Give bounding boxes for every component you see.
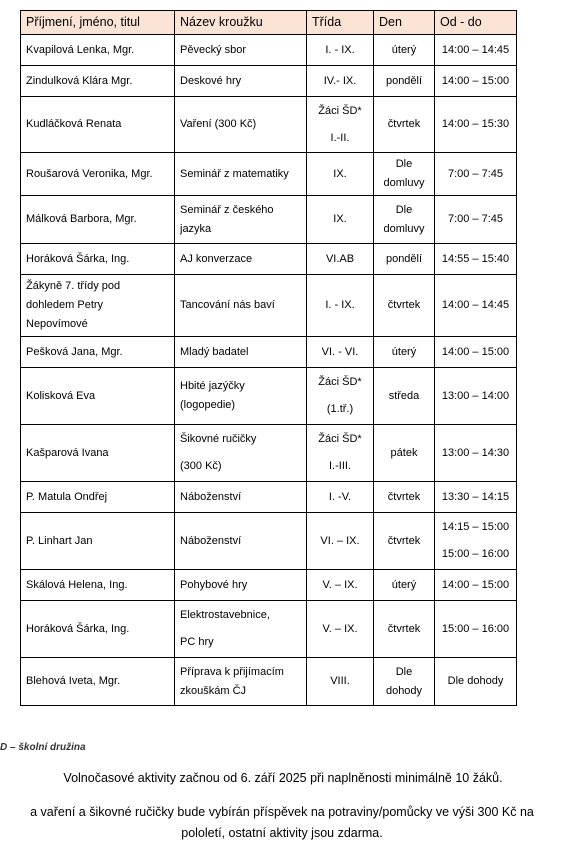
cell-class-line: VIII.: [330, 675, 350, 687]
cell-club-line: Seminář z českého: [180, 203, 274, 216]
cell-time: [435, 97, 517, 153]
table-row: [21, 658, 517, 706]
cell-name: [21, 425, 175, 482]
cell-club: [175, 658, 307, 706]
cell-day: [374, 601, 435, 658]
cell-time: [435, 196, 517, 244]
cell-club: [175, 570, 307, 601]
cell-name: [21, 196, 175, 244]
cell-club-line: Seminář z matematiky: [180, 167, 289, 180]
table-row: [21, 337, 517, 368]
fee-info-paragraph: [0, 802, 566, 844]
cell-day: [374, 425, 435, 482]
cell-name-line: dohledem Petry: [26, 299, 104, 311]
cell-day-line: domluvy: [383, 222, 425, 235]
cell-class-line: IV.- IX.: [323, 74, 357, 87]
cell-class: [307, 425, 374, 482]
cell-club: [175, 66, 307, 97]
cell-time-line: 14:15 – 15:00: [441, 521, 510, 533]
cell-class-line: (1.tř.): [326, 403, 354, 415]
header-club: Název kroužku: [175, 11, 307, 35]
cell-club: [175, 196, 307, 244]
cell-time-line: 13:00 – 14:00: [441, 389, 510, 402]
cell-day-line: úterý: [391, 345, 417, 358]
cell-day: [374, 337, 435, 368]
cell-class: [307, 153, 374, 196]
table-row: [21, 275, 517, 337]
cell-club-line: Vaření (300 Kč): [180, 118, 257, 130]
cell-name-line: Nepovímové: [26, 318, 88, 330]
cell-day-line: pátek: [390, 446, 418, 459]
cell-time: [435, 658, 517, 706]
cell-time: [435, 513, 517, 570]
cell-day: [374, 66, 435, 97]
table-row: [21, 513, 517, 570]
cell-club-line: Elektrostavebnice,: [180, 609, 270, 621]
cell-club-line: jazyka: [180, 222, 212, 235]
cell-time: [435, 337, 517, 368]
cell-club: [175, 425, 307, 482]
cell-name-line: Zindulková Klára Mgr.: [26, 74, 133, 87]
cell-club: [175, 601, 307, 658]
cell-name-line: Horáková Šárka, Ing.: [26, 252, 130, 265]
cell-club-line: AJ konverzace: [180, 252, 253, 265]
cell-day-line: dohody: [385, 684, 423, 697]
cell-name: [21, 275, 175, 337]
cell-club-line: Příprava k přijímacím: [180, 665, 284, 678]
table-row: [21, 601, 517, 658]
fee-info-line-2: pololetí, ostatní aktivity jsou zdarma.: [181, 826, 383, 840]
cell-day: [374, 570, 435, 601]
cell-name-line: Pešková Jana, Mgr.: [26, 345, 123, 358]
cell-class-line: IX.: [333, 167, 347, 180]
cell-time: [435, 275, 517, 337]
cell-club: [175, 482, 307, 513]
table-row: [21, 482, 517, 513]
cell-time-line: 14:55 – 15:40: [441, 252, 510, 265]
activities-table: [20, 10, 517, 706]
cell-club-line: Tancování nás baví: [180, 299, 275, 311]
cell-class: [307, 337, 374, 368]
cell-class-line: Žáci ŠD*: [318, 376, 362, 388]
cell-name: [21, 244, 175, 275]
cell-class-line: IX.: [333, 213, 347, 225]
cell-club-line: Šikovné ručičky: [180, 433, 257, 445]
cell-day: [374, 275, 435, 337]
cell-name-line: Kudláčková Renata: [26, 118, 122, 130]
cell-time: [435, 244, 517, 275]
cell-time: [435, 153, 517, 196]
cell-class-line: V. – IX.: [322, 578, 358, 591]
cell-name-line: Horáková Šárka, Ing.: [26, 622, 130, 635]
cell-class: [307, 570, 374, 601]
cell-club-line: Náboženství: [180, 534, 242, 547]
header-row: [21, 11, 517, 35]
cell-name: [21, 658, 175, 706]
cell-name-line: Kašparová Ivana: [26, 446, 109, 459]
cell-class-line: I.-III.: [329, 460, 351, 472]
cell-day-line: čtvrtek: [387, 534, 421, 547]
cell-name: [21, 482, 175, 513]
cell-time-line: 14:00 – 15:00: [441, 578, 510, 591]
cell-day-line: středa: [388, 389, 420, 402]
cell-class: [307, 368, 374, 425]
fee-info-line-1: a vaření a šikovné ručičky bude vybírán příspěvek na potraviny/pomůcky ve výši 300 Kč na: [30, 805, 534, 819]
cell-time-line: 7:00 – 7:45: [447, 167, 504, 180]
cell-class: [307, 66, 374, 97]
cell-class-line: I. - IX.: [325, 299, 355, 311]
cell-time-line: 15:00 – 16:00: [441, 622, 510, 635]
table-row: [21, 153, 517, 196]
cell-class: [307, 244, 374, 275]
cell-time-line: 13:00 – 14:30: [441, 446, 510, 459]
cell-day-line: domluvy: [383, 177, 425, 189]
cell-name: [21, 601, 175, 658]
table-row: [21, 35, 517, 66]
table-row: [21, 368, 517, 425]
cell-class-line: I.-II.: [330, 131, 350, 144]
cell-class: [307, 35, 374, 66]
header-day: Den: [374, 11, 435, 35]
cell-name: [21, 97, 175, 153]
cell-club-line: (300 Kč): [180, 460, 222, 472]
cell-class-line: V. – IX.: [322, 622, 358, 635]
header-class: Třída: [307, 11, 374, 35]
cell-name-line: P. Linhart Jan: [26, 534, 93, 547]
cell-time: [435, 368, 517, 425]
table-row: [21, 196, 517, 244]
start-info-paragraph: Volnočasové aktivity začnou od 6. září 2025 při naplněnosti minimálně 10 žáků.: [63, 771, 503, 785]
cell-club-line: PC hry: [180, 636, 214, 648]
cell-club: [175, 97, 307, 153]
cell-day: [374, 513, 435, 570]
cell-name-line: Žákyně 7. třídy pod: [26, 280, 121, 292]
cell-time-line: 14:00 – 15:30: [441, 118, 510, 130]
cell-club-line: Pěvecký sbor: [180, 43, 247, 56]
cell-name: [21, 368, 175, 425]
cell-club-line: Mladý badatel: [180, 345, 249, 358]
cell-day: [374, 368, 435, 425]
cell-time-line: 7:00 – 7:45: [447, 213, 504, 225]
cell-name-line: Blehová Iveta, Mgr.: [26, 675, 121, 687]
cell-club-line: (logopedie): [180, 399, 236, 411]
cell-club: [175, 275, 307, 337]
cell-day-line: pondělí: [385, 74, 423, 87]
cell-club: [175, 368, 307, 425]
cell-time-line: Dle dohody: [447, 675, 504, 687]
cell-time-line: 15:00 – 16:00: [441, 548, 510, 560]
header-name: Příjmení, jméno, titul: [21, 11, 175, 35]
cell-class-line: VI.AB: [325, 252, 355, 265]
cell-name: [21, 337, 175, 368]
cell-time-line: 14:00 – 15:00: [441, 74, 510, 87]
cell-name-line: Málková Barbora, Mgr.: [26, 213, 137, 225]
cell-class: [307, 658, 374, 706]
cell-day-line: čtvrtek: [387, 299, 421, 311]
cell-time-line: 14:00 – 14:45: [441, 43, 510, 56]
cell-day-line: čtvrtek: [387, 622, 421, 635]
cell-name-line: P. Matula Ondřej: [26, 490, 108, 503]
cell-club: [175, 35, 307, 66]
cell-name-line: Skálová Helena, Ing.: [26, 578, 128, 591]
cell-name-line: Kolisková Eva: [26, 389, 96, 402]
cell-class: [307, 513, 374, 570]
cell-time-line: 14:00 – 15:00: [441, 345, 510, 358]
cell-day-line: úterý: [391, 578, 417, 591]
cell-day-line: Dle: [395, 158, 413, 170]
table-row: [21, 97, 517, 153]
cell-name: [21, 153, 175, 196]
cell-club-line: Pohybové hry: [180, 578, 248, 591]
footnote: D – školní družina: [0, 742, 86, 753]
cell-time-line: 13:30 – 14:15: [441, 490, 510, 503]
cell-time: [435, 482, 517, 513]
table-row: [21, 244, 517, 275]
cell-name-line: Kvapilová Lenka, Mgr.: [26, 43, 135, 56]
cell-time-line: 14:00 – 14:45: [441, 299, 510, 311]
cell-day-line: čtvrtek: [387, 490, 421, 503]
cell-time: [435, 35, 517, 66]
cell-day: [374, 35, 435, 66]
cell-day: [374, 97, 435, 153]
cell-name: [21, 570, 175, 601]
cell-club: [175, 337, 307, 368]
cell-name: [21, 513, 175, 570]
cell-class: [307, 196, 374, 244]
cell-day: [374, 658, 435, 706]
cell-time: [435, 66, 517, 97]
cell-class-line: Žáci ŠD*: [318, 104, 362, 117]
cell-club: [175, 153, 307, 196]
cell-day-line: Dle: [395, 665, 413, 678]
cell-class: [307, 482, 374, 513]
cell-name: [21, 66, 175, 97]
cell-club-line: Deskové hry: [180, 74, 242, 87]
cell-name: [21, 35, 175, 66]
cell-class: [307, 275, 374, 337]
cell-day-line: čtvrtek: [387, 118, 421, 130]
cell-day: [374, 244, 435, 275]
cell-day: [374, 482, 435, 513]
cell-day-line: úterý: [391, 43, 417, 56]
cell-day: [374, 196, 435, 244]
cell-time: [435, 570, 517, 601]
cell-day: [374, 153, 435, 196]
cell-class: [307, 601, 374, 658]
cell-club: [175, 244, 307, 275]
cell-class-line: Žáci ŠD*: [318, 433, 362, 445]
cell-club-line: zkouškám ČJ: [180, 684, 247, 697]
cell-club-line: Náboženství: [180, 490, 242, 503]
cell-club-line: Hbité jazýčky: [180, 380, 245, 392]
cell-class-line: I. -V.: [328, 490, 352, 503]
cell-time: [435, 425, 517, 482]
cell-time: [435, 601, 517, 658]
cell-class-line: I. - IX.: [325, 43, 355, 56]
cell-day-line: Dle: [395, 203, 413, 216]
table-row: [21, 570, 517, 601]
cell-name-line: Roušarová Veronika, Mgr.: [26, 167, 153, 180]
table-row: [21, 66, 517, 97]
table-row: [21, 425, 517, 482]
cell-day-line: pondělí: [385, 252, 423, 265]
header-time: Od - do: [435, 11, 517, 35]
cell-class-line: VI. - VI.: [321, 345, 359, 358]
cell-class-line: VI. – IX.: [320, 534, 360, 547]
cell-class: [307, 97, 374, 153]
cell-club: [175, 513, 307, 570]
